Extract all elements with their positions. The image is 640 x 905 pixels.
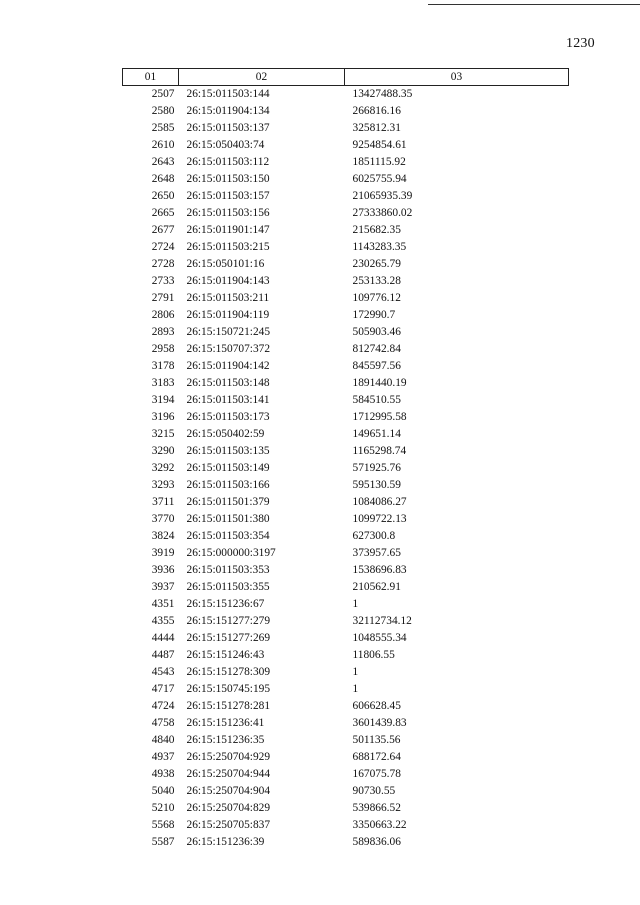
table-row <box>123 375 569 392</box>
value-cell: 1 <box>352 683 359 695</box>
row-number-cell: 3770 <box>151 513 175 525</box>
table-row <box>123 766 569 783</box>
value-cell: 1 <box>352 598 359 610</box>
cadastral-number-cell: 26:15:151236:39 <box>186 836 265 848</box>
row-number-cell: 2791 <box>151 292 175 304</box>
table-row <box>123 800 569 817</box>
row-number-cell: 5568 <box>151 819 175 831</box>
cadastral-number-cell: 26:15:151278:309 <box>186 666 271 678</box>
cadastral-number-cell: 26:15:011501:379 <box>186 496 270 508</box>
table-row <box>123 324 569 341</box>
value-cell: 595130.59 <box>352 479 401 491</box>
row-number-cell: 3196 <box>151 411 175 423</box>
row-number-cell: 3711 <box>152 496 175 508</box>
table-row <box>123 681 569 698</box>
cadastral-number-cell: 26:15:011503:144 <box>186 88 270 100</box>
cadastral-number-cell: 26:15:050403:74 <box>186 139 265 151</box>
table-row <box>123 188 569 205</box>
row-number-cell: 3194 <box>151 394 175 406</box>
value-cell: 505903.46 <box>352 326 401 338</box>
table-header-row <box>123 69 569 86</box>
table-row <box>123 86 569 104</box>
value-cell: 1165298.74 <box>352 445 407 457</box>
row-number-cell: 5040 <box>151 785 175 797</box>
table-body <box>123 86 569 852</box>
cadastral-number-cell: 26:15:250705:837 <box>186 819 271 831</box>
cadastral-number-cell: 26:15:011503:112 <box>186 156 270 168</box>
table-row <box>123 290 569 307</box>
table-row <box>123 545 569 562</box>
row-number-cell: 2665 <box>151 207 175 219</box>
value-cell: 3350663.22 <box>352 819 407 831</box>
cadastral-number-cell: 26:15:011503:149 <box>186 462 270 474</box>
table-row <box>123 783 569 800</box>
value-cell: 1851115.92 <box>352 156 406 168</box>
value-cell: 13427488.35 <box>352 88 413 100</box>
cadastral-number-cell: 26:15:150745:195 <box>186 683 271 695</box>
cadastral-number-cell: 26:15:011904:143 <box>186 275 270 287</box>
row-number-cell: 3919 <box>151 547 175 559</box>
table-row <box>123 698 569 715</box>
row-number-cell: 2806 <box>151 309 175 321</box>
cadastral-number-cell: 26:15:011503:156 <box>186 207 270 219</box>
table-row <box>123 749 569 766</box>
cadastral-number-cell: 26:15:000000:3197 <box>186 547 276 559</box>
value-cell: 1099722.13 <box>352 513 407 525</box>
table-row <box>123 409 569 426</box>
top-rule <box>428 4 640 5</box>
data-table <box>122 68 569 851</box>
column-header-03: 03 <box>345 69 569 86</box>
table-row <box>123 273 569 290</box>
cadastral-number-cell: 26:15:050402:59 <box>186 428 265 440</box>
cadastral-number-cell: 26:15:151236:35 <box>186 734 265 746</box>
cadastral-number-cell: 26:15:011503:353 <box>186 564 270 576</box>
row-number-cell: 3183 <box>151 377 175 389</box>
table-row <box>123 222 569 239</box>
cadastral-number-cell: 26:15:151246:43 <box>186 649 265 661</box>
row-number-cell: 2724 <box>151 241 175 253</box>
value-cell: 253133.28 <box>352 275 401 287</box>
table-row <box>123 579 569 596</box>
row-number-cell: 2650 <box>151 190 175 202</box>
table-row <box>123 562 569 579</box>
value-cell: 584510.55 <box>352 394 401 406</box>
row-number-cell: 3178 <box>151 360 175 372</box>
table-row <box>123 154 569 171</box>
table-row <box>123 715 569 732</box>
value-cell: 325812.31 <box>352 122 401 134</box>
cadastral-number-cell: 26:15:011503:355 <box>186 581 270 593</box>
table-row <box>123 664 569 681</box>
value-cell: 32112734.12 <box>352 615 412 627</box>
table-row <box>123 494 569 511</box>
row-number-cell: 2585 <box>151 122 175 134</box>
cadastral-number-cell: 26:15:011503:166 <box>186 479 270 491</box>
cadastral-number-cell: 26:15:011503:215 <box>186 241 270 253</box>
value-cell: 172990.7 <box>352 309 396 321</box>
value-cell: 845597.56 <box>352 360 401 372</box>
value-cell: 210562.91 <box>352 581 401 593</box>
value-cell: 539866.52 <box>352 802 401 814</box>
row-number-cell: 3290 <box>151 445 175 457</box>
value-cell: 230265.79 <box>352 258 401 270</box>
value-cell: 266816.16 <box>352 105 401 117</box>
value-cell: 109776.12 <box>352 292 401 304</box>
cadastral-number-cell: 26:15:011901:147 <box>186 224 270 236</box>
value-cell: 21065935.39 <box>352 190 413 202</box>
value-cell: 606628.45 <box>352 700 401 712</box>
table-row <box>123 171 569 188</box>
row-number-cell: 4444 <box>151 632 175 644</box>
row-number-cell: 4840 <box>151 734 175 746</box>
table-row <box>123 256 569 273</box>
row-number-cell: 4717 <box>151 683 175 695</box>
row-number-cell: 2733 <box>151 275 175 287</box>
table-row <box>123 239 569 256</box>
row-number-cell: 4724 <box>151 700 175 712</box>
value-cell: 627300.8 <box>352 530 396 542</box>
value-cell: 1538696.83 <box>352 564 407 576</box>
row-number-cell: 2507 <box>151 88 175 100</box>
table-row <box>123 426 569 443</box>
value-cell: 688172.64 <box>352 751 401 763</box>
row-number-cell: 3824 <box>151 530 175 542</box>
cadastral-number-cell: 26:15:011904:142 <box>186 360 270 372</box>
cadastral-number-cell: 26:15:011503:148 <box>186 377 270 389</box>
row-number-cell: 2893 <box>151 326 175 338</box>
row-number-cell: 4355 <box>151 615 175 627</box>
cadastral-number-cell: 26:15:011503:150 <box>186 173 270 185</box>
cadastral-number-cell: 26:15:011503:141 <box>186 394 270 406</box>
column-header-01: 01 <box>123 69 179 86</box>
page-number: 1230 <box>566 36 595 51</box>
table-row <box>123 630 569 647</box>
table-row <box>123 120 569 137</box>
row-number-cell: 4487 <box>151 649 175 661</box>
row-number-cell: 5210 <box>151 802 175 814</box>
cadastral-number-cell: 26:15:011503:137 <box>186 122 270 134</box>
cadastral-number-cell: 26:15:011904:119 <box>186 309 270 321</box>
table-row <box>123 205 569 222</box>
row-number-cell: 4758 <box>151 717 175 729</box>
value-cell: 3601439.83 <box>352 717 407 729</box>
cadastral-number-cell: 26:15:150707:372 <box>186 343 271 355</box>
row-number-cell: 3292 <box>151 462 175 474</box>
cadastral-number-cell: 26:15:011503:157 <box>186 190 270 202</box>
cadastral-number-cell: 26:15:011503:354 <box>186 530 270 542</box>
value-cell: 215682.35 <box>352 224 401 236</box>
table-row <box>123 732 569 749</box>
row-number-cell: 3937 <box>151 581 175 593</box>
value-cell: 501135.56 <box>352 734 401 746</box>
cadastral-number-cell: 26:15:011503:135 <box>186 445 270 457</box>
row-number-cell: 2958 <box>151 343 175 355</box>
value-cell: 1048555.34 <box>352 632 407 644</box>
value-cell: 589836.06 <box>352 836 401 848</box>
cadastral-number-cell: 26:15:250704:929 <box>186 751 271 763</box>
value-cell: 1143283.35 <box>352 241 407 253</box>
row-number-cell: 2610 <box>151 139 175 151</box>
table-row <box>123 392 569 409</box>
cadastral-number-cell: 26:15:250704:829 <box>186 802 271 814</box>
row-number-cell: 2677 <box>151 224 175 236</box>
table-row <box>123 528 569 545</box>
row-number-cell: 2648 <box>151 173 175 185</box>
table-row <box>123 511 569 528</box>
cadastral-number-cell: 26:15:151277:279 <box>186 615 271 627</box>
cadastral-number-cell: 26:15:250704:904 <box>186 785 271 797</box>
table-row <box>123 647 569 664</box>
cadastral-number-cell: 26:15:011904:134 <box>186 105 270 117</box>
cadastral-number-cell: 26:15:250704:944 <box>186 768 271 780</box>
row-number-cell: 4351 <box>151 598 175 610</box>
cadastral-number-cell: 26:15:151278:281 <box>186 700 271 712</box>
value-cell: 812742.84 <box>352 343 401 355</box>
table-row <box>123 477 569 494</box>
row-number-cell: 2643 <box>151 156 175 168</box>
table-row <box>123 307 569 324</box>
table-row <box>123 613 569 630</box>
cadastral-number-cell: 26:15:050101:16 <box>186 258 265 270</box>
value-cell: 373957.65 <box>352 547 401 559</box>
row-number-cell: 2580 <box>151 105 175 117</box>
value-cell: 6025755.94 <box>352 173 407 185</box>
row-number-cell: 4543 <box>151 666 175 678</box>
column-header-02: 02 <box>179 69 345 86</box>
value-cell: 1891440.19 <box>352 377 407 389</box>
value-cell: 9254854.61 <box>352 139 407 151</box>
row-number-cell: 3215 <box>151 428 175 440</box>
cadastral-number-cell: 26:15:011503:211 <box>186 292 270 304</box>
table-row <box>123 817 569 834</box>
table-row <box>123 460 569 477</box>
row-number-cell: 4938 <box>151 768 175 780</box>
table-row <box>123 341 569 358</box>
value-cell: 149651.14 <box>352 428 401 440</box>
row-number-cell: 2728 <box>151 258 175 270</box>
value-cell: 27333860.02 <box>352 207 413 219</box>
value-cell: 1084086.27 <box>352 496 407 508</box>
row-number-cell: 3936 <box>151 564 175 576</box>
cadastral-number-cell: 26:15:011503:173 <box>186 411 270 423</box>
cadastral-number-cell: 26:15:151236:67 <box>186 598 265 610</box>
table-row <box>123 358 569 375</box>
table-row <box>123 596 569 613</box>
cadastral-number-cell: 26:15:150721:245 <box>186 326 271 338</box>
value-cell: 1712995.58 <box>352 411 407 423</box>
cadastral-number-cell: 26:15:151277:269 <box>186 632 271 644</box>
value-cell: 1 <box>352 666 359 678</box>
table-row <box>123 137 569 154</box>
value-cell: 167075.78 <box>352 768 401 780</box>
table-row <box>123 834 569 851</box>
row-number-cell: 3293 <box>151 479 175 491</box>
row-number-cell: 4937 <box>151 751 175 763</box>
value-cell: 11806.55 <box>352 649 395 661</box>
table-row <box>123 443 569 460</box>
cadastral-number-cell: 26:15:011501:380 <box>186 513 270 525</box>
row-number-cell: 5587 <box>151 836 175 848</box>
cadastral-number-cell: 26:15:151236:41 <box>186 717 265 729</box>
value-cell: 90730.55 <box>352 785 396 797</box>
value-cell: 571925.76 <box>352 462 401 474</box>
table-row <box>123 103 569 120</box>
